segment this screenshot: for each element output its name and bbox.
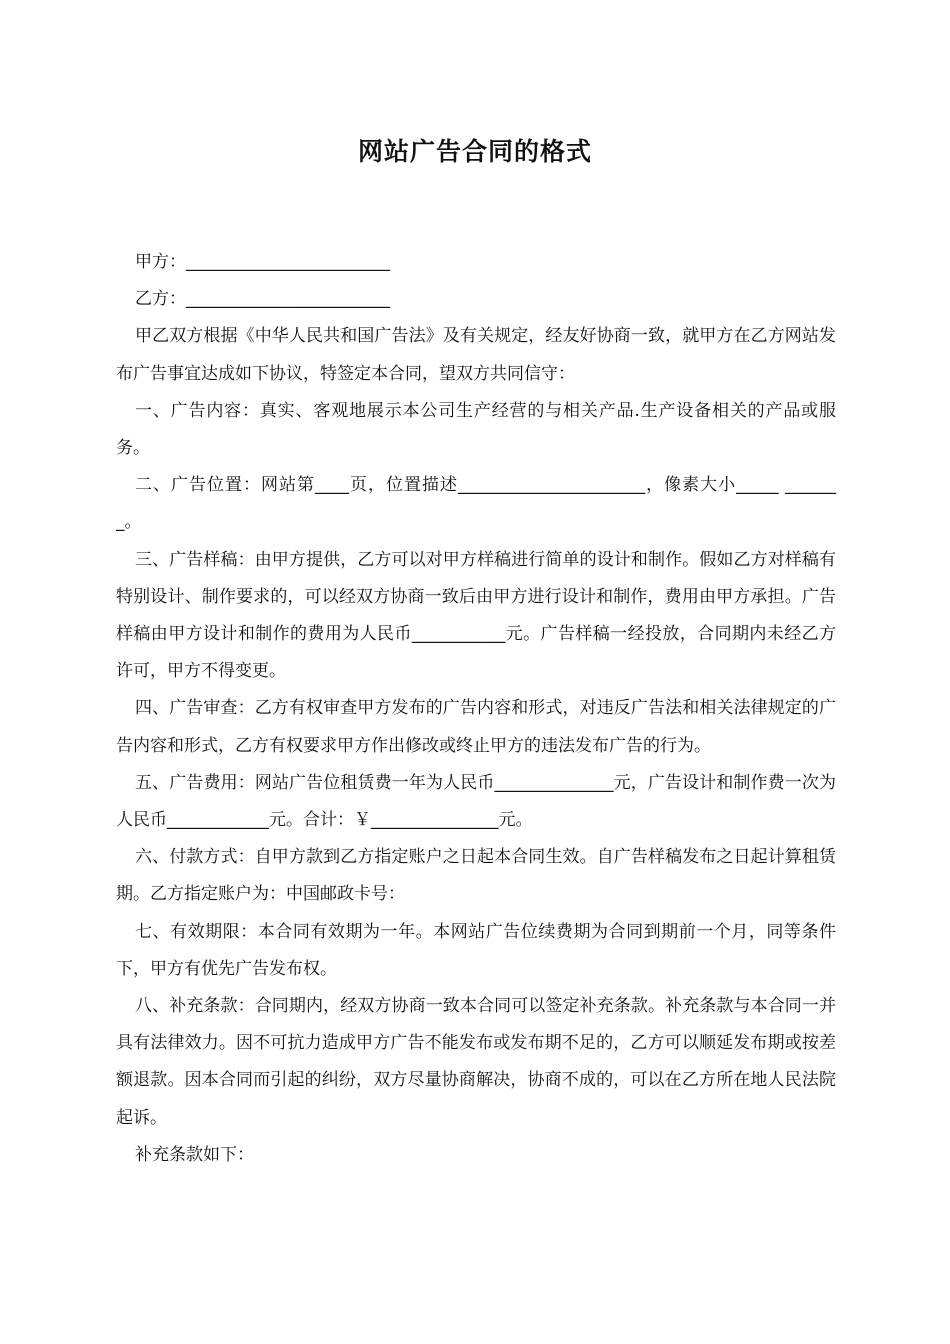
clause-ad-content: 一、广告内容：真实、客观地展示本公司生产经营的与相关产品.生产设备相关的产品或服务。 (116, 400, 836, 459)
party-a-line: 甲方：________________________ (135, 252, 390, 272)
clause-payment-method: 六、付款方式：自甲方款到乙方指定账户之日起本合同生效。自广告样稿发布之日起计算租赁期。乙方指定账户为：中国邮政卡号： (116, 847, 836, 905)
document-body (116, 244, 836, 1174)
party-b-line: 乙方：________________________ (135, 289, 390, 310)
preamble-paragraph: 甲乙双方根据《中华人民共和国广告法》及有关规定，经友好协商一致，就甲方在乙方网站发布广告事宜达成如下协议，特签定本合同，望双方共同信守： (116, 326, 836, 384)
clause-ad-review: 四、广告审查：乙方有权审查甲方发布的广告内容和形式，对违反广告法和相关法律规定的广告内容和形式，乙方有权要求甲方作出修改或终止甲方的违法发布广告的行为。 (116, 698, 836, 756)
clause-ad-position: 二、广告位置：网站第____页，位置描述______________________，像素大小_____ _______。 (116, 475, 836, 533)
clause-validity-period: 七、有效期限：本合同有效期为一年。本网站广告位续费期为合同到期前一个月，同等条件下，甲方有优先广告发布权。 (116, 921, 836, 979)
clause-supplementary-terms: 八、补充条款：合同期内，经双方协商一致本合同可以签定补充条款。补充条款与本合同一并具有法律效力。因不可抗力造成甲方广告不能发布或发布期不足的，乙方可以顺延发布期或按差额退款。因本合同而引起的纠纷，双方尽量协商解决，协商不成的，可以在乙方所在地人民法院起诉。 (116, 996, 836, 1128)
clause-ad-draft: 三、广告样稿：由甲方提供，乙方可以对甲方样稿进行简单的设计和制作。假如乙方对样稿有特别设计、制作要求的，可以经双方协商一致后由甲方进行设计和制作，费用由甲方承担。广告样稿由甲方设计和制作的费用为人民币___________元。广告样稿一经投放，合同期内未经乙方许可，甲方不得变更。 (116, 549, 836, 682)
supplementary-terms-heading: 补充条款如下： (135, 1144, 254, 1165)
document-title: 网站广告合同的格式 (357, 137, 592, 166)
clause-ad-fees: 五、广告费用：网站广告位租赁费一年为人民币______________元，广告设计和制作费一次为人民币____________元。合计：￥_______________元。 (116, 772, 836, 831)
